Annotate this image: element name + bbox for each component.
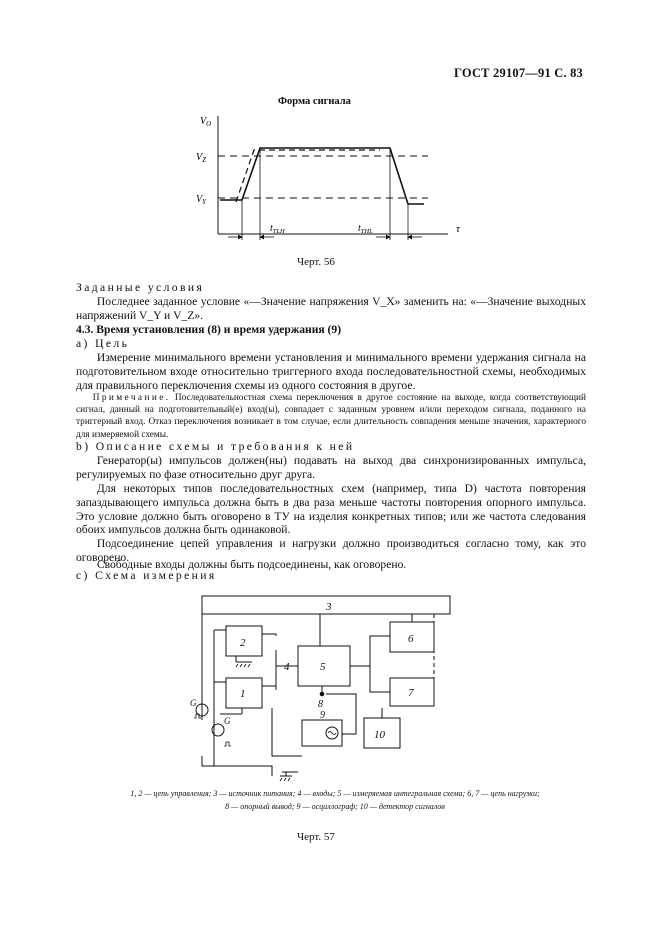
v0-label: $V_O$ [200, 116, 212, 128]
ttlh-label: $t_{TLH}$ [270, 223, 285, 235]
figure-56-caption: Черт. 56 [297, 256, 335, 268]
reference-trace [236, 150, 380, 202]
block-10-label: 10 [374, 729, 385, 741]
signal-trace [220, 148, 424, 204]
description-paragraph-3: Подсоединение цепей управления и нагрузки должно производиться согласно тому, как это оговорено. [76, 537, 586, 564]
vz-label: $V_Z$ [196, 152, 207, 164]
block-5-label: 5 [320, 661, 326, 673]
page-header: ГОСТ 29107—91 С. 83 [454, 66, 583, 80]
note-text: Последовательностная схема переключения в другое состояние на выходе, когда соответствующий сигнал, данный на подготовительный(е) вход(ы), совпадает с заданным уровнем и/или переходом сигнала, поданного на триггерный вход. Отказ переключения возникает в том случае, если длительность совпадения меньше значения, характерного для измеряемой схемы. [76, 393, 586, 440]
block-1-label: 1 [240, 688, 246, 700]
note-block [76, 392, 586, 441]
scheme-heading: с) Схема измерения [76, 569, 217, 582]
note-label: Примечание. [92, 393, 171, 403]
generator-g1-label: G [190, 698, 197, 708]
section-4-3-heading: 4.3. Время установления (8) и время удержания (9) [76, 323, 342, 336]
figure-57-caption: Черт. 57 [297, 831, 335, 843]
given-conditions-text: Последнее заданное условие «—Значение напряжения V_X» заменить на: «—Значение выходных напряжений V_Y и V_Z». [76, 295, 586, 322]
given-conditions-heading: Заданные условия [76, 281, 205, 294]
goal-text: Измерение минимального времени установления и минимального времени удержания сигнала на подготовительном входе относительно триггерного входа последовательностной схемы, необходимых для правильного переключения схемы из одного состояния в другое. [76, 351, 586, 392]
description-paragraph-1: Генератор(ы) импульсов должен(ны) подавать на выход два синхронизированных импульса, регулируемых по фазе относительно друг друга. [76, 454, 586, 481]
description-heading: b) Описание схемы и требования к ней [76, 440, 355, 453]
figure-title: Форма сигнала [278, 96, 351, 107]
description-paragraph-4: Свободные входы должны быть подсоединены, как оговорено. [96, 558, 407, 571]
legend-line-2: 8 — опорный вывод; 9 — осциллограф; 10 — детектор сигналов [225, 802, 445, 811]
vy-label: $V_Y$ [196, 194, 207, 206]
block-3-label: 3 [326, 601, 332, 613]
legend-line-1: 1, 2 — цепь управления; 3 — источник питания; 4 — входы; 5 — измеряемая интегральная схема; 6, 7 — цепь нагрузки; [130, 789, 540, 798]
block-2-label: 2 [240, 637, 246, 649]
tau-label: τ [456, 223, 460, 235]
block-6-label: 6 [408, 633, 414, 645]
generator-g2-label: G [224, 716, 231, 726]
block-8-label: 8 [318, 699, 323, 710]
block-7-label: 7 [408, 687, 414, 699]
signal-waveform-diagram [180, 110, 470, 255]
description-paragraph-2: Для некоторых типов последовательностных схем (например, типа D) частота повторения запаздывающего импульса должна быть в два раза меньше частоты повторения опорного импульса. Это условие должно быть оговорено в ТУ на изделия конкретных типов; или же частота следования обоих импульсов должна быть одинаковой. [76, 482, 586, 537]
block-4-label: 4 [284, 661, 290, 673]
block-9-label: 9 [320, 710, 325, 721]
goal-heading: а) Цель [76, 337, 130, 350]
figure-57-legend [70, 787, 600, 813]
tthl-label: $t_{THL}$ [358, 223, 373, 235]
measurement-scheme-diagram [180, 590, 460, 782]
